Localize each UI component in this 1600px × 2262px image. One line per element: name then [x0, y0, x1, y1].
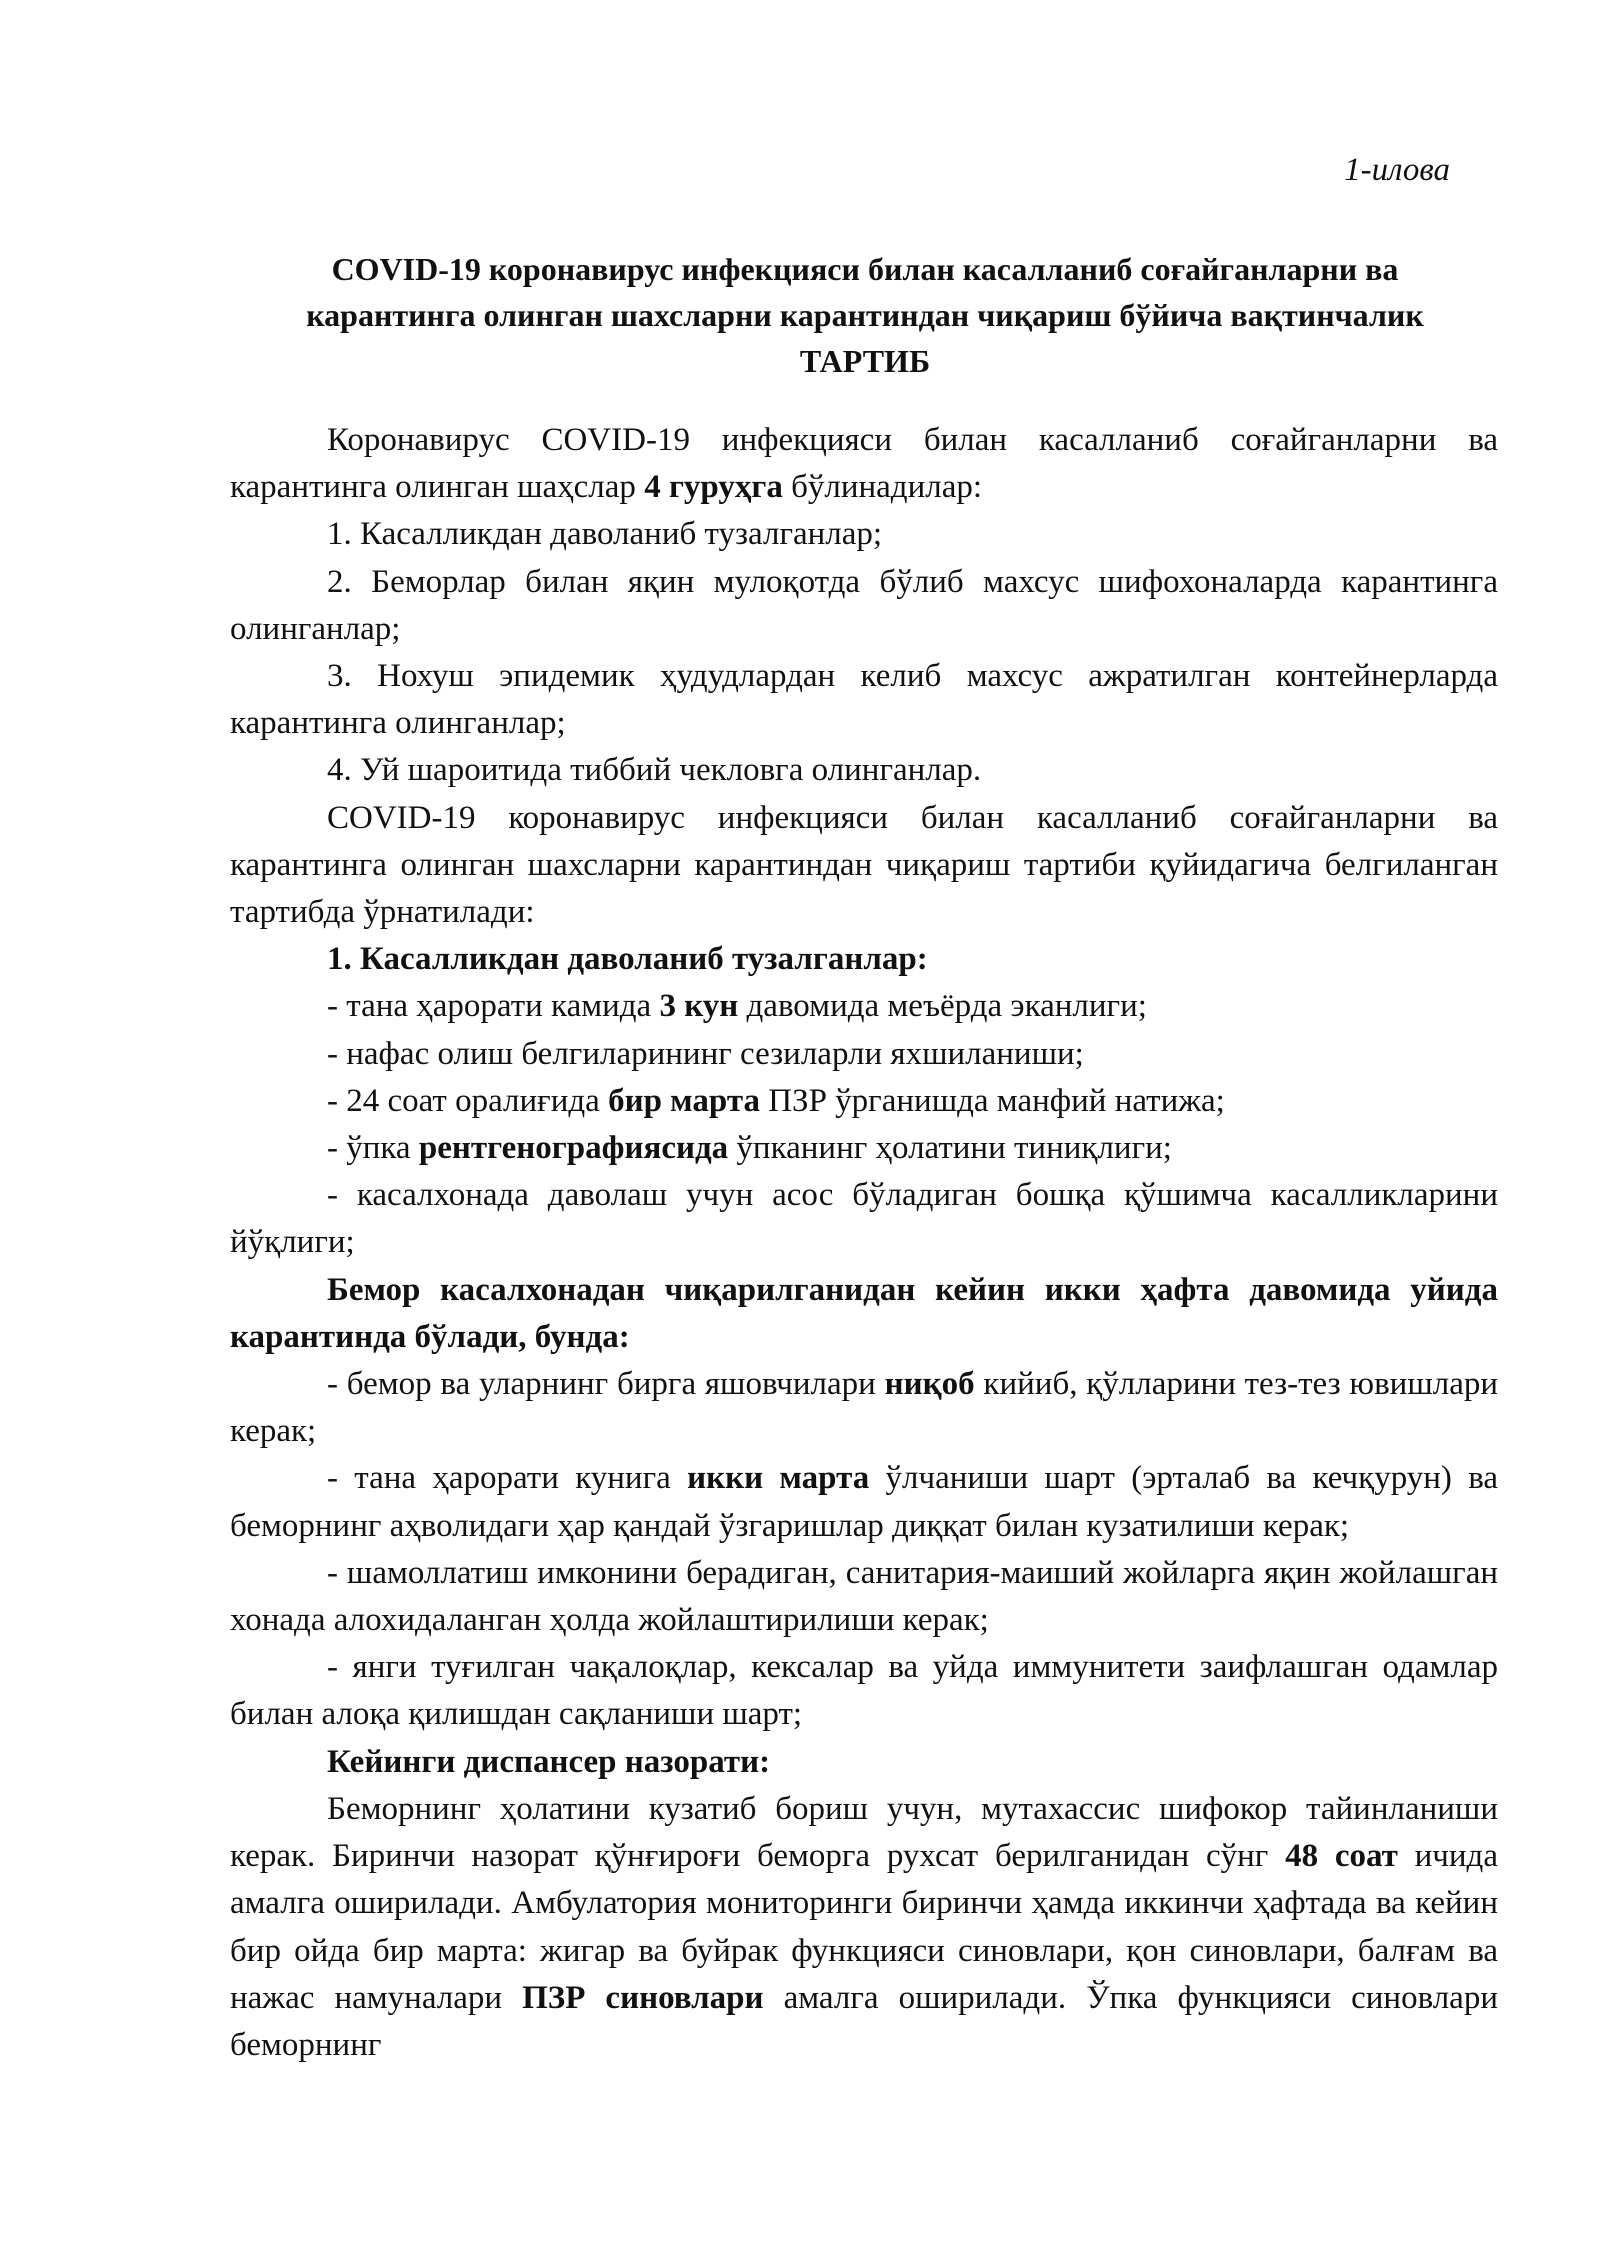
document-title: [230, 246, 1500, 384]
bold-run: 1. Касалликдан даволаниб тузалганлар:: [327, 941, 928, 978]
bold-run: Бемор касалхонадан чиқарилганидан кейин икки ҳафта давомида уйида карантинда бўлади, бунда:: [230, 1271, 1498, 1355]
criteria-item: [230, 1125, 1498, 1172]
intro-paragraph: [230, 417, 1498, 511]
document-body: [230, 417, 1498, 2069]
bold-run: 3 кун: [659, 988, 739, 1025]
text-run: бўлинадилар:: [782, 469, 983, 506]
text-run: ПЗР ўрганишда манфий натижа;: [759, 1082, 1225, 1119]
bold-run: икки марта: [687, 1460, 870, 1497]
followup-heading: [230, 1739, 1498, 1786]
text-run: - ўпка: [327, 1130, 419, 1167]
bold-run: ПЗР синовлари: [522, 1979, 764, 2016]
text-run: - бемор ва уларнинг бирга яшовчилари: [327, 1366, 885, 1403]
text-run: ичида амалга оширилади. Амбулатория мониторинги биринчи ҳамда иккинчи ҳафтада ва кейин бир ойда бир марта: жигар ва буйрак функцияси синовлари, қон синовлари, балғам ва нажас намуналари: [230, 1838, 1498, 2016]
group-item: 2. Беморлар билан яқин мулоқотда бўлиб махсус шифохоналарда карантинга олинганлар;: [230, 563, 1498, 647]
bold-run: бир марта: [608, 1082, 760, 1119]
appendix-label: 1-илова: [1344, 152, 1450, 188]
text-run: ўпканинг ҳолатини тиниқлиги;: [728, 1130, 1172, 1167]
bold-run: 4 гуруҳга: [644, 469, 783, 506]
title-line: COVID-19 коронавирус инфекцияси билан касалланиб соғайганларни ва: [331, 251, 1399, 287]
criteria-item: [230, 983, 1498, 1030]
text-run: давомида меъёрда эканлиги;: [738, 988, 1147, 1025]
criteria-item: [230, 1078, 1498, 1125]
text-run: Коронавирус COVID-19 инфекцияси билан касалланиб соғайганларни ва карантинга олинган шаҳслар: [230, 422, 1498, 506]
home-quarantine-heading: [230, 1267, 1498, 1361]
group-item: 3. Нохуш эпидемик ҳудудлардан келиб махсус ажратилган контейнерларда карантинга олинганлар;: [230, 658, 1498, 742]
group-item: 4. Уй шароитида тиббий чекловга олинганлар.: [327, 752, 982, 789]
title-line: ТАРТИБ: [799, 343, 931, 379]
bold-run: ниқоб: [884, 1366, 975, 1403]
bold-run: 48 соат: [1285, 1838, 1398, 1875]
text-run: амалга оширилади. Ўпка функцияси синовлари беморнинг: [230, 1979, 1498, 2063]
text-run: Беморнинг ҳолатини кузатиб бориш учун, мутахассис шифокор тайинланиши керак. Биринчи назорат қўнғироғи беморга рухсат берилганидан сўнг: [230, 1790, 1498, 1875]
text-run: - тана ҳарорати камида: [327, 988, 660, 1025]
bold-run: Кейинги диспансер назорати:: [327, 1743, 771, 1780]
text-run: - тана ҳарорати кунига: [327, 1460, 688, 1497]
rule-item: - шамоллатиш имконини берадиган, санитария-маиший жойларга яқин жойлашган хонада алохидаланган ҳолда жойлаштирилиши керак;: [230, 1554, 1498, 1639]
text-run: - 24 соат оралиғида: [327, 1082, 609, 1119]
followup-paragraph: [230, 1786, 1498, 2069]
rule-item: - янги туғилган чақалоқлар, кексалар ва уйда иммунитети заифлашган одамлар билан алоқа қилишдан сақланиши шарт;: [230, 1649, 1498, 1733]
group-item: 1. Касалликдан даволаниб тузалганлар;: [327, 516, 883, 553]
order-paragraph: COVID-19 коронавирус инфекцияси билан касалланиб соғайганларни ва карантинга олинган шахсларни карантиндан чиқариш тартиби қуйидагича белгиланган тартибда ўрнатилади:: [230, 799, 1498, 931]
rule-item: [230, 1455, 1498, 1549]
bold-run: рентгенографиясида: [418, 1130, 729, 1167]
criteria-item: - касалхонада даволаш учун асос бўладиган бошқа қўшимча касалликларини йўқлиги;: [230, 1177, 1498, 1261]
text-run: кийиб, қўлларини тез-тез ювишлари керак;: [230, 1366, 1499, 1450]
text-run: ўлчаниши шарт (эрталаб ва кечқурун) ва беморнинг аҳволидаги ҳар қандай ўзгаришлар диққат билан кузатилиши керак;: [230, 1460, 1498, 1544]
title-line: карантинга олинган шахсларни карантиндан чиқариш бўйича вақтинчалик: [306, 297, 1424, 333]
section-heading: [230, 936, 1498, 983]
criteria-item: - нафас олиш белгиларининг сезиларли яхшиланиши;: [327, 1035, 1084, 1072]
rule-item: [230, 1361, 1498, 1455]
